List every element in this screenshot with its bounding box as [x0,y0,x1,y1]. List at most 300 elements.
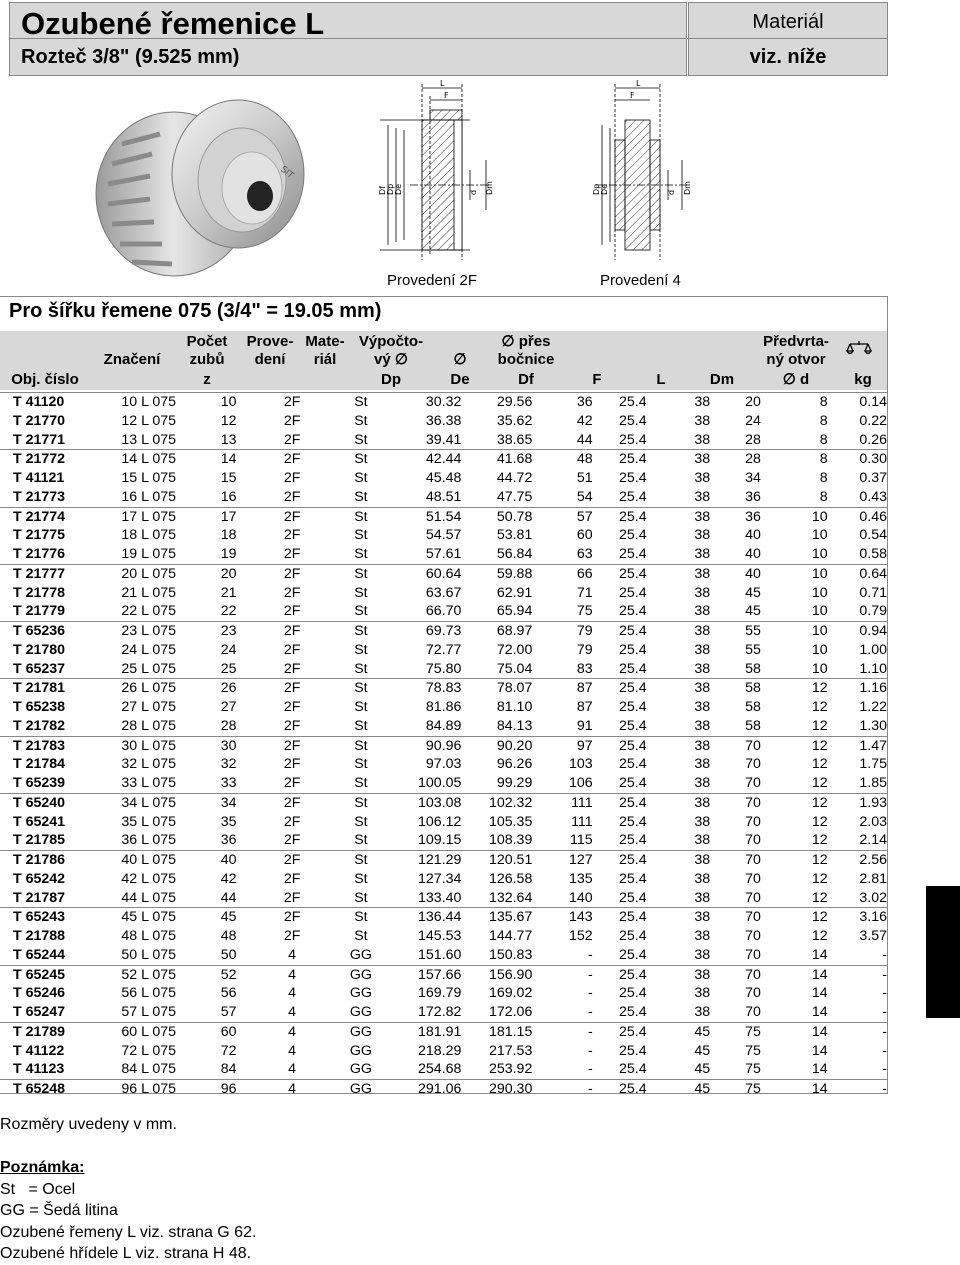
table-cell: 2F [250,793,335,812]
col-mt-top: Mate- [305,333,345,350]
table-cell: 97.03 [425,756,462,773]
table-cell: 38 [694,985,711,1002]
table-cell: T 65239 [13,775,66,791]
table-cell: 38 [647,908,711,927]
table-cell: 4 [288,1061,297,1078]
table-cell: 12 [761,851,828,870]
table-cell: 8 [819,488,828,505]
table-cell: 38 [694,1004,711,1020]
section-title: Pro šířku řemene 075 (3/4" = 19.05 mm) [9,300,382,322]
table-cell: T 21777 [0,564,115,583]
col-dp-bot: Dp [381,371,401,388]
table-cell: T 21781 [0,679,115,698]
table-cell: 42 L 075 [121,870,177,887]
table-cell: St [354,813,368,830]
table-cell: 75 [745,1042,761,1059]
table-cell: 58 [745,660,761,677]
table-cell: 25.4 [619,717,647,734]
table-cell: 172.06 [488,1004,533,1020]
table-cell: T 21786 [0,851,115,870]
table-cell: 1.93 [828,793,887,812]
table-cell: 4 [288,946,297,963]
table-cell: 2F [250,507,335,526]
table-cell: 58 [745,699,761,715]
table-cell: 152 [569,928,593,944]
table-row [0,889,887,908]
table-cell: T 65241 [13,813,66,830]
table-cell: 70 [745,985,761,1002]
table-cell: 156.90 [461,965,532,984]
table-cell: 75.04 [496,660,533,677]
dim-label-d-4: d [667,189,676,195]
table-cell: 169.02 [488,985,533,1002]
table-row [0,908,887,927]
table-cell: 45 [647,1080,711,1099]
table-cell: St [334,393,387,412]
table-cell: 14 [761,1080,828,1099]
table-cell: T 21787 [13,889,66,906]
table-cell: 30 L 075 [115,736,207,755]
table-cell: 20 [207,564,249,583]
table-cell: 38 [647,851,711,870]
table-cell: 38 [694,699,711,715]
table-cell: 2F [283,889,301,906]
table-cell: 26 L 075 [115,679,207,698]
table-row [0,946,887,965]
table-row [0,602,887,621]
table-cell: 25.4 [619,488,647,505]
table-cell: 25.4 [619,431,647,448]
table-cell: T 21784 [13,756,66,773]
table-row [0,488,887,507]
units-note: Rozměry uvedeny v mm. [0,1116,177,1133]
table-cell: 52 L 075 [115,965,207,984]
table-cell: 70 [745,928,761,944]
table-cell: 25.4 [619,775,647,791]
table-cell: 103 [569,756,593,773]
table-cell: 38 [647,450,711,469]
table-cell: 81.86 [425,699,462,715]
table-cell: T 21771 [13,431,66,448]
table-cell: 38 [694,889,711,906]
table-cell: 21 L 075 [121,584,177,601]
table-cell: 38 [694,946,711,963]
table-cell: 2F [283,641,301,658]
table-cell: 65.94 [496,603,533,620]
table-cell: 99.29 [496,775,533,791]
table-cell: 24 [745,412,761,429]
col-de-mid: ∅ [453,351,467,368]
table-row [0,1003,887,1022]
note-shafts: Ozubené hřídele L viz. strana H 48. [0,1245,252,1262]
table-cell: T 21783 [0,736,115,755]
table-cell: 12 [811,717,828,734]
table-cell: 17 [207,507,249,526]
table-cell: 28 [710,450,761,469]
table-cell: 20 [710,393,761,412]
table-cell: 17 L 075 [115,507,207,526]
table-cell: 14 [811,946,828,963]
table-cell: 111 [532,793,592,812]
table-cell: - [587,946,593,963]
table-cell: GG [334,965,387,984]
table-cell: GG [349,1004,372,1020]
col-pr-mid: dení [254,351,286,368]
table-cell: 14 [811,1004,828,1020]
table-cell: St [334,851,387,870]
table-row [0,813,887,832]
variant-4-label: Provedení 4 [600,272,681,289]
table-cell: 10 [811,660,828,677]
table-cell: T 21778 [13,584,66,601]
table-cell: 25.4 [619,946,647,963]
table-cell: 36 [745,488,761,505]
page-subtitle: Rozteč 3/8" (9.525 mm) [21,46,240,68]
table-cell: 25.4 [593,450,647,469]
col-pr-top: Prove- [246,333,294,350]
table-row [0,1060,887,1079]
table-cell: 2F [283,546,301,562]
table-cell: 25.4 [619,641,647,658]
col-df-top: ∅ přes [501,333,551,350]
table-cell: 42 [220,870,237,887]
table-cell: 90.20 [461,736,532,755]
table-cell: St [354,488,368,505]
table-cell: 70 [745,946,761,963]
table-row [0,1022,887,1041]
table-cell: 0.71 [859,584,887,601]
table-cell: 135 [569,870,593,887]
table-cell: 25.4 [619,889,647,906]
table-cell: 2F [250,851,335,870]
table-cell: 151.60 [418,946,462,963]
table-cell: 109.15 [418,832,462,849]
table-cell: 10 [811,527,828,544]
dim-label-Dp: Dp [386,183,395,195]
table-cell: 84.13 [496,717,533,734]
table-cell: 20 L 075 [115,564,207,583]
svg-text:SIT: SIT [278,164,296,182]
table-cell: 2F [250,450,335,469]
col-d-bot: ∅ d [782,371,810,388]
table-cell: 12 [761,793,828,812]
table-row [0,660,887,679]
table-cell: 2F [283,527,301,544]
table-cell: 97 [532,736,592,755]
table-cell: 36 [532,393,592,412]
table-cell: 14 [761,1022,828,1041]
table-cell: - [532,1080,592,1099]
dim-label-Dp-4: Dp [592,183,601,195]
table-cell: - [828,965,887,984]
table-cell: GG [349,985,372,1002]
table-cell: 25.4 [619,1004,647,1020]
table-cell: - [828,1022,887,1041]
table-cell: 83 [576,660,593,677]
col-df-bot: Df [518,371,534,388]
table-cell: St [354,641,368,658]
table-cell: 25.4 [593,507,647,526]
table-cell: 38 [694,527,711,544]
table-cell: 47.75 [496,488,533,505]
table-cell: 66 [532,564,592,583]
table-cell: 42.44 [387,450,461,469]
table-cell: St [334,679,387,698]
table-cell: 25.4 [593,622,647,641]
table-cell: GG [334,1080,387,1099]
table-cell: 34 [745,470,761,486]
table-cell: 19 L 075 [121,546,177,562]
pulley-section-drawing [370,80,705,270]
table-cell: 38 [694,488,711,505]
table-cell: 59.88 [461,564,532,583]
table-cell: - [828,1080,887,1099]
table-cell: 40 [710,564,761,583]
table-cell: 14 [811,985,828,1002]
table-cell: 157.66 [387,965,461,984]
table-cell: 84 L 075 [121,1061,177,1078]
note-gg: GG = Šedá litina [0,1202,118,1219]
note-st: St = Ocel [0,1180,76,1198]
table-cell: 70 [745,832,761,849]
table-cell: 58 [710,679,761,698]
table-cell: 51.54 [387,507,461,526]
table-cell: 10 [761,507,828,526]
table-cell: 72.00 [496,641,533,658]
table-cell: - [587,1004,593,1020]
table-cell: 36 L 075 [121,832,177,849]
table-cell: T 65242 [13,870,66,887]
dim-label-L-4: L [636,80,641,88]
table-cell: St [354,470,368,486]
table-cell: 72 [220,1042,237,1059]
table-cell: St [354,756,368,773]
table-cell: 290.30 [461,1080,532,1099]
table-cell: St [354,832,368,849]
table-cell: - [882,985,887,1002]
table-cell: 106.12 [418,813,462,830]
table-cell: 121.29 [387,851,461,870]
table-cell: 75 [745,1061,761,1078]
table-row [0,431,887,450]
table-cell: 27 L 075 [121,699,177,715]
table-cell: 2F [250,564,335,583]
table-cell: 38 [647,679,711,698]
table-cell: 38 [694,641,711,658]
table-row [0,927,887,946]
table-cell: 111 [571,813,593,830]
table-cell: 12 [811,813,828,830]
table-cell: 2.03 [859,813,887,830]
table-cell: GG [334,1022,387,1041]
table-cell: 22 [220,603,237,620]
table-cell: 38 [694,756,711,773]
table-cell: 12 [811,870,828,887]
table-cell: 150.83 [488,946,533,963]
table-cell: 10 [811,584,828,601]
table-cell: St [334,736,387,755]
table-cell: 38 [694,431,711,448]
dim-label-d: d [469,189,478,195]
table-cell: - [882,1042,887,1059]
table-cell: 3.02 [859,889,887,906]
table-cell: - [587,1042,593,1059]
table-cell: 25.4 [619,470,647,486]
table-cell: 66.70 [425,603,462,620]
col-dm: Dm [709,371,735,388]
table-cell: 25.4 [619,527,647,544]
table-cell: 79 [576,641,593,658]
table-cell: 55 [710,622,761,641]
table-cell: 133.40 [418,889,462,906]
table-cell: 181.15 [461,1022,532,1041]
table-cell: T 21789 [0,1022,115,1041]
dim-label-F-4: F [630,91,635,100]
table-cell: 78.83 [387,679,461,698]
table-cell: 25.4 [593,393,647,412]
table-cell: 25.4 [593,1022,647,1041]
table-cell: 1.00 [859,641,887,658]
col-obj: Obj. číslo [11,371,79,388]
table-cell: 38 [694,412,711,429]
table-cell: 38 [694,832,711,849]
section-tab-marker [926,886,960,1018]
table-cell: 38 [694,470,711,486]
table-cell: 70 [710,793,761,812]
table-cell: St [354,412,368,429]
table-cell: 78.07 [461,679,532,698]
table-cell: 4 [288,1042,297,1059]
table-cell: 57 [532,507,592,526]
table-cell: 25.4 [619,756,647,773]
table-cell: 14 [761,965,828,984]
table-cell: T 21776 [13,546,66,562]
table-cell: 4 [250,1080,335,1099]
table-row [0,698,887,717]
table-cell: 25.4 [619,546,647,562]
table-cell: T 21785 [13,832,66,849]
table-cell: 56.84 [496,546,533,562]
table-cell: 135.67 [461,908,532,927]
table-cell: 2F [250,622,335,641]
table-cell: 100.05 [418,775,462,791]
table-cell: 87 [576,699,593,715]
note-belts: Ozubené řemeny L viz. strana G 62. [0,1223,257,1241]
table-cell: 136.44 [387,908,461,927]
table-cell: 58 [745,717,761,734]
table-cell: 102.32 [461,793,532,812]
table-cell: 38.65 [496,431,533,448]
col-z-top: Počet [186,333,228,350]
table-row [0,469,887,488]
table-row [0,793,887,812]
table-cell: 54 [576,488,593,505]
table-cell: 45.48 [425,470,462,486]
table-cell: 38 [694,928,711,944]
table-cell: 45 L 075 [115,908,207,927]
table-cell: 70 [745,870,761,887]
table-cell: 70 [745,756,761,773]
table-cell: T 41122 [13,1042,65,1059]
material-label: Materiál [752,11,824,33]
dim-label-Dm: Dm [485,181,494,195]
table-row [0,984,887,1003]
table-cell: 0.22 [859,412,887,429]
table-cell: 30 [207,736,249,755]
table-cell: St [354,870,368,887]
table-cell: 40 L 075 [115,851,207,870]
table-cell: 12 [811,928,828,944]
table-cell: 115 [570,832,593,849]
table-cell: 254.68 [418,1061,462,1078]
table-cell: St [354,546,368,562]
table-cell: 48 L 075 [121,928,177,944]
table-cell: 103.08 [387,793,461,812]
table-row [0,450,887,469]
table-cell: St [354,717,368,734]
table-cell: St [354,660,368,677]
table-cell: 45 [694,1061,711,1078]
table-cell: 38 [694,717,711,734]
table-cell: 91 [576,717,593,734]
table-cell: 57 [220,1004,237,1020]
table-cell: 218.29 [418,1042,462,1059]
table-cell: 29.56 [461,393,532,412]
table-cell: 2F [283,775,301,791]
material-value: viz. níže [749,46,827,68]
table-cell: 33 L 075 [121,775,177,791]
table-cell: 25.4 [593,679,647,698]
table-cell: 52 [207,965,249,984]
table-cell: 72.77 [425,641,462,658]
table-cell: 90.96 [387,736,461,755]
table-cell: 12 [811,775,828,791]
table-cell: 120.51 [461,851,532,870]
table-cell: 12 [761,679,828,698]
table-cell: 132.64 [488,889,533,906]
table-cell: 84.89 [425,717,462,734]
table-cell: 60 L 075 [115,1022,207,1041]
table-cell: 26 [207,679,249,698]
dim-label-L: L [440,80,445,88]
table-cell: 51 [576,470,593,486]
table-cell: T 21775 [13,527,66,544]
table-cell: 96 L 075 [115,1080,207,1099]
table-cell: 127.34 [418,870,462,887]
table-cell: 24 L 075 [121,641,177,658]
table-cell: T 65244 [13,946,66,963]
table-cell: 45 [647,1022,711,1041]
table-cell: 48.51 [425,488,462,505]
table-cell: 2F [283,832,301,849]
table-cell: 28 [745,431,761,448]
table-cell: 72 L 075 [121,1042,177,1059]
table-cell: 32 L 075 [121,756,177,773]
table-cell: 8 [819,470,828,486]
table-cell: 106 [569,775,593,791]
table-cell: 38 [694,584,711,601]
table-cell: 14 [207,450,249,469]
table-cell: St [354,431,368,448]
table-cell: 144.77 [488,928,533,944]
table-cell: 56 L 075 [121,985,177,1002]
table-cell: T 21774 [0,507,115,526]
table-cell: 18 L 075 [121,527,177,544]
table-cell: T 21782 [13,717,66,734]
dim-label-F: F [444,91,449,100]
table-cell: 57 L 075 [121,1004,177,1020]
table-cell: 25 [220,660,237,677]
